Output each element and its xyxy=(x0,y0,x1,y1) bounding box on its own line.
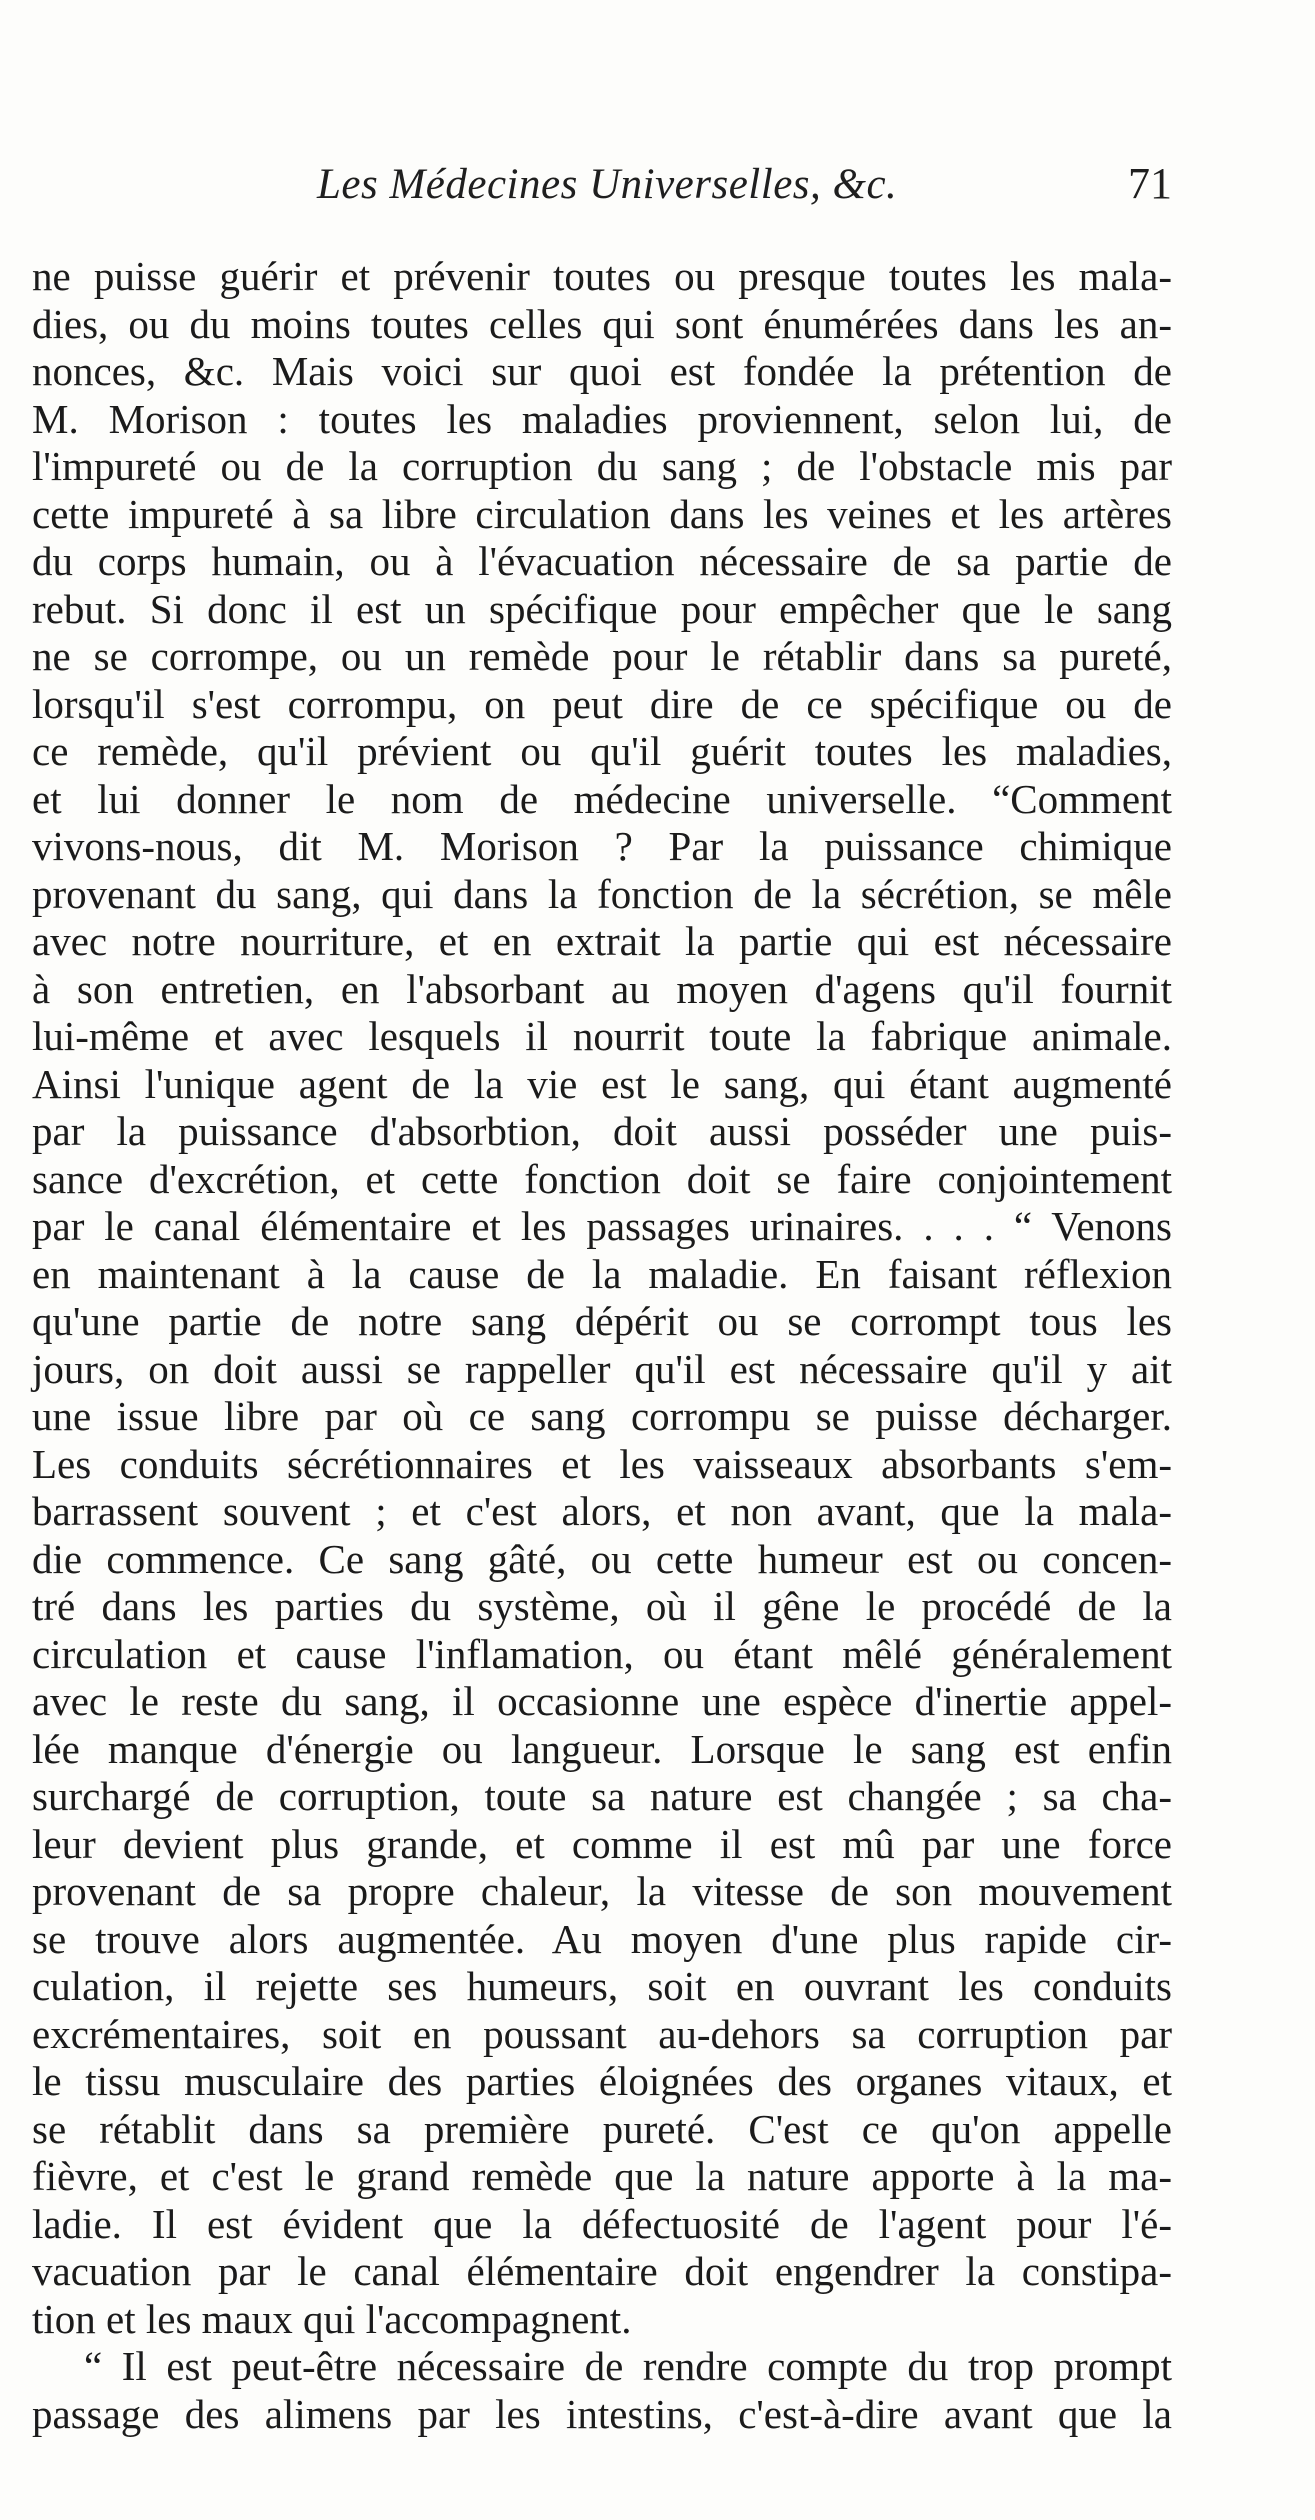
text-line: tion et les maux qui l'accompagnent. xyxy=(32,2295,632,2342)
text-line: die commence. Ce sang gâté, ou cette humeur est ou concen- xyxy=(32,1535,1172,1582)
text-line: excrémentaires, soit en poussant au-dehors sa corruption par xyxy=(32,2010,1172,2057)
text-line: culation, il rejette ses humeurs, soit en ouvrant les conduits xyxy=(32,1963,1172,2009)
text-line: provenant du sang, qui dans la fonction de la sécrétion, se mêle xyxy=(32,870,1172,917)
text-line: une issue libre par où ce sang corrompu se puisse décharger. xyxy=(32,1393,1172,1439)
text-line: ne puisse guérir et prévenir toutes ou presque toutes les mala- xyxy=(32,253,1172,299)
text-line: barrassent souvent ; et c'est alors, et non avant, que la mala- xyxy=(32,1488,1172,1534)
text-line: par la puissance d'absorbtion, doit aussi posséder une puis- xyxy=(32,1108,1172,1154)
text-line: Ainsi l'unique agent de la vie est le sang, qui étant augmenté xyxy=(32,1060,1172,1107)
text-line: ne se corrompe, ou un remède pour le rétablir dans sa pureté, xyxy=(32,633,1172,679)
running-title: Les Médecines Universelles, &c. xyxy=(317,161,898,208)
text-line: vivons-nous, dit M. Morison ? Par la puissance chimique xyxy=(32,823,1172,869)
text-line: ce remède, qu'il prévient ou qu'il guérit toutes les maladies, xyxy=(32,728,1172,774)
text-line: lorsqu'il s'est corrompu, on peut dire de ce spécifique ou de xyxy=(32,680,1172,727)
text-line: nonces, &c. Mais voici sur quoi est fondée la prétention de xyxy=(32,348,1172,394)
text-line: le tissu musculaire des parties éloignées des organes vitaux, et xyxy=(32,2058,1172,2104)
text-line: sance d'excrétion, et cette fonction doit se faire conjointement xyxy=(32,1155,1172,1202)
text-line: du corps humain, ou à l'évacuation nécessaire de sa partie de xyxy=(32,538,1172,584)
text-line: qu'une partie de notre sang dépérit ou se corrompt tous les xyxy=(32,1298,1172,1344)
text-line: à son entretien, en l'absorbant au moyen d'agens qu'il fournit xyxy=(32,965,1172,1012)
text-line: dies, ou du moins toutes celles qui sont énumérées dans les an- xyxy=(32,300,1172,347)
text-line: vacuation par le canal élémentaire doit engendrer la constipa- xyxy=(32,2248,1172,2294)
text-line: l'impureté ou de la corruption du sang ; de l'obstacle mis par xyxy=(32,443,1172,489)
text-line: “ Il est peut-être nécessaire de rendre compte du trop prompt xyxy=(84,2343,1172,2389)
text-line: tré dans les parties du système, où il gêne le procédé de la xyxy=(32,1583,1172,1629)
text-line: circulation et cause l'inflamation, ou étant mêlé généralement xyxy=(32,1630,1172,1677)
text-line: Les conduits sécrétionnaires et les vaisseaux absorbants s'em- xyxy=(32,1440,1172,1487)
text-line: jours, on doit aussi se rappeller qu'il est nécessaire qu'il y ait xyxy=(32,1345,1172,1392)
text-line: ladie. Il est évident que la défectuosité de l'agent pour l'é- xyxy=(32,2200,1172,2247)
text-line: se trouve alors augmentée. Au moyen d'une plus rapide cir- xyxy=(32,1915,1172,1962)
text-line: avec le reste du sang, il occasionne une espèce d'inertie appel- xyxy=(32,1678,1172,1724)
text-line: cette impureté à sa libre circulation dans les veines et les artères xyxy=(32,490,1172,537)
text-line: lée manque d'énergie ou langueur. Lorsque le sang est enfin xyxy=(32,1725,1172,1772)
page-number: 71 xyxy=(1128,159,1172,208)
text-line: fièvre, et c'est le grand remède que la nature apporte à la ma- xyxy=(32,2153,1172,2199)
text-line: avec notre nourriture, et en extrait la partie qui est nécessaire xyxy=(32,918,1172,964)
text-line: M. Morison : toutes les maladies proviennent, selon lui, de xyxy=(32,395,1172,442)
text-line: lui-même et avec lesquels il nourrit toute la fabrique animale. xyxy=(32,1013,1172,1059)
text-line: en maintenant à la cause de la maladie. En faisant réflexion xyxy=(32,1250,1172,1297)
body-text xyxy=(32,253,1172,2438)
text-line: leur devient plus grande, et comme il est mû par une force xyxy=(32,1820,1172,1867)
text-line: rebut. Si donc il est un spécifique pour empêcher que le sang xyxy=(32,585,1172,632)
text-line: passage des alimens par les intestins, c'est-à-dire avant que la xyxy=(32,2390,1172,2437)
page-header xyxy=(32,150,1172,210)
text-line: et lui donner le nom de médecine universelle. “Comment xyxy=(32,775,1172,822)
text-line: provenant de sa propre chaleur, la vitesse de son mouvement xyxy=(32,1868,1172,1914)
text-line: surchargé de corruption, toute sa nature est changée ; sa cha- xyxy=(32,1773,1172,1819)
text-line: se rétablit dans sa première pureté. C'est ce qu'on appelle xyxy=(32,2105,1172,2152)
text-line: par le canal élémentaire et les passages urinaires. . . . “ Venons xyxy=(32,1203,1172,1249)
